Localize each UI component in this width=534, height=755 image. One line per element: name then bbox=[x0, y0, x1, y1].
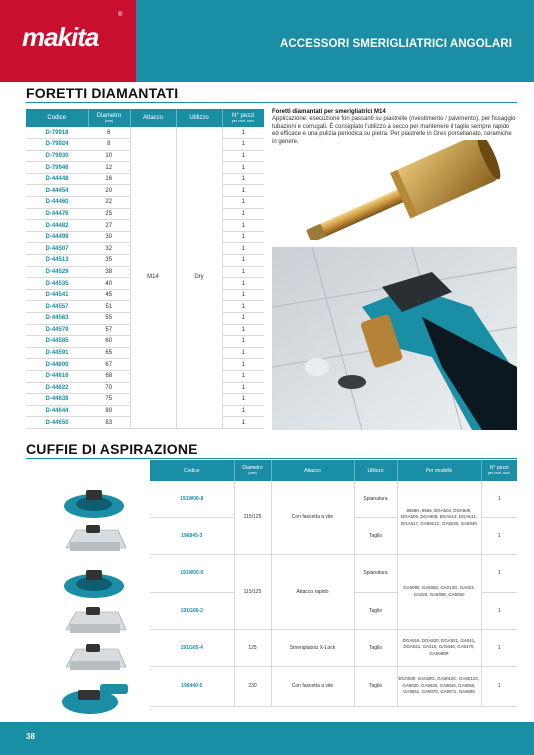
table-row bbox=[150, 554, 517, 592]
row-qty: 1 bbox=[222, 324, 264, 336]
dust-guard-image bbox=[56, 604, 132, 638]
makita-logo bbox=[0, 0, 136, 82]
attacco-cell: Smerigliatrici X-Lock bbox=[271, 629, 354, 666]
row-code: D-44585 bbox=[26, 336, 88, 348]
row-code: D-44600 bbox=[26, 359, 88, 371]
row-qty: 1 bbox=[481, 592, 517, 629]
row-code: D-44529 bbox=[26, 266, 88, 278]
row-diameter: 16 bbox=[88, 173, 130, 185]
col-diametro-label: Diametro bbox=[96, 112, 122, 119]
row-qty: 1 bbox=[222, 394, 264, 406]
section-divider-2 bbox=[26, 458, 517, 459]
row-diameter: 38 bbox=[88, 266, 130, 278]
row-diameter: 30 bbox=[88, 231, 130, 243]
row-code: D-79918 bbox=[26, 127, 88, 139]
core-bit-image bbox=[272, 140, 517, 240]
attacco-cell: Con fascetta a vite bbox=[271, 481, 354, 554]
row-qty: 1 bbox=[481, 629, 517, 666]
row-qty: 1 bbox=[481, 517, 517, 554]
page-header bbox=[0, 0, 534, 82]
col-pezzi bbox=[481, 460, 517, 481]
row-qty: 1 bbox=[222, 231, 264, 243]
row-qty: 1 bbox=[222, 208, 264, 220]
attacco-cell: Con fascetta a vite bbox=[271, 666, 354, 706]
row-qty: 1 bbox=[222, 301, 264, 313]
row-diameter: 68 bbox=[88, 370, 130, 382]
row-code: D-44460 bbox=[26, 197, 88, 209]
row-code: D-79930 bbox=[26, 150, 88, 162]
row-code: D-44498 bbox=[26, 231, 88, 243]
row-code: D-44448 bbox=[26, 173, 88, 185]
col-attacco: Attacco bbox=[271, 460, 354, 481]
row-code: D-44507 bbox=[26, 243, 88, 255]
col-utilizzo: Utilizzo bbox=[354, 460, 397, 481]
row-diameter: 10 bbox=[88, 150, 130, 162]
row-qty: 1 bbox=[222, 370, 264, 382]
table-header-row bbox=[26, 109, 264, 127]
row-qty: 1 bbox=[222, 417, 264, 429]
use-cell: Taglio bbox=[354, 517, 397, 554]
row-code: 196845-3 bbox=[150, 517, 234, 554]
row-diameter: 22 bbox=[88, 197, 130, 209]
row-code: 191G05-4 bbox=[150, 629, 234, 666]
row-diameter: 8 bbox=[88, 139, 130, 151]
row-qty: 1 bbox=[222, 336, 264, 348]
models-cell: DGA519, DGA520, DGA521, GA041, DGA521, GA416, GA0440, GA0470, GA5080R bbox=[397, 629, 481, 666]
dust-guard-image bbox=[56, 678, 132, 718]
page-footer bbox=[0, 722, 534, 755]
use-cell: Spianatura bbox=[354, 481, 397, 517]
col-diametro bbox=[234, 460, 271, 481]
row-code: D-44535 bbox=[26, 278, 88, 290]
row-code: 196440-5 bbox=[150, 666, 234, 706]
row-code: D-44616 bbox=[26, 370, 88, 382]
row-qty: 1 bbox=[222, 347, 264, 359]
row-diameter: 45 bbox=[88, 289, 130, 301]
row-diameter: 67 bbox=[88, 359, 130, 371]
table-row bbox=[150, 666, 517, 706]
use-cell: Spianatura bbox=[354, 554, 397, 592]
row-diameter: 25 bbox=[88, 208, 130, 220]
attacco-cell: M14 bbox=[130, 127, 176, 428]
diameter-cell: 115/125 bbox=[234, 554, 271, 629]
row-qty: 1 bbox=[222, 139, 264, 151]
description-title: Foretti diamantati per smerigliatrici M14 bbox=[272, 109, 386, 115]
use-cell: Taglio bbox=[354, 666, 397, 706]
col-diametro-label: Diametro bbox=[242, 465, 263, 471]
section-title-cuffie: CUFFIE DI ASPIRAZIONE bbox=[26, 441, 198, 457]
row-qty: 1 bbox=[222, 220, 264, 232]
page-number: 38 bbox=[26, 732, 35, 741]
dust-guard-image bbox=[56, 641, 132, 675]
row-code: D-44644 bbox=[26, 405, 88, 417]
row-code: D-44541 bbox=[26, 289, 88, 301]
row-qty: 1 bbox=[222, 289, 264, 301]
table-row bbox=[150, 481, 517, 517]
row-code: 191W06-8 bbox=[150, 481, 234, 517]
cuffie-table bbox=[150, 460, 517, 707]
col-pezzi-label: N° pezzi bbox=[232, 112, 255, 119]
col-codice: Codice bbox=[150, 460, 234, 481]
row-qty: 1 bbox=[222, 197, 264, 209]
row-qty: 1 bbox=[222, 278, 264, 290]
diameter-cell: 230 bbox=[234, 666, 271, 706]
col-utilizzo: Utilizzo bbox=[176, 109, 222, 127]
col-pezzi bbox=[222, 109, 264, 127]
foretti-table bbox=[26, 109, 264, 429]
row-qty: 1 bbox=[481, 481, 517, 517]
row-diameter: 40 bbox=[88, 278, 130, 290]
row-code: D-44622 bbox=[26, 382, 88, 394]
row-diameter: 55 bbox=[88, 313, 130, 325]
row-diameter: 51 bbox=[88, 301, 130, 313]
dust-guard-image bbox=[56, 486, 132, 520]
row-code: D-44563 bbox=[26, 313, 88, 325]
row-code: D-44650 bbox=[26, 417, 88, 429]
row-qty: 1 bbox=[481, 554, 517, 592]
row-diameter: 35 bbox=[88, 255, 130, 267]
row-qty: 1 bbox=[222, 266, 264, 278]
table-row bbox=[150, 629, 517, 666]
row-code: D-44638 bbox=[26, 394, 88, 406]
row-code: D-44579 bbox=[26, 324, 88, 336]
row-diameter: 60 bbox=[88, 336, 130, 348]
grinder-photo bbox=[272, 247, 517, 430]
row-diameter: 32 bbox=[88, 243, 130, 255]
header-title: ACCESSORI SMERIGLIATRICI ANGOLARI bbox=[279, 38, 512, 50]
row-code: D-44557 bbox=[26, 301, 88, 313]
row-code: 191G06-2 bbox=[150, 592, 234, 629]
row-qty: 1 bbox=[222, 313, 264, 325]
row-diameter: 12 bbox=[88, 162, 130, 174]
registered-icon: ® bbox=[118, 12, 123, 18]
row-qty: 1 bbox=[222, 359, 264, 371]
row-qty: 1 bbox=[222, 243, 264, 255]
col-pezzi-label: N° pezzi bbox=[489, 465, 509, 471]
row-code: D-44482 bbox=[26, 220, 88, 232]
models-cell: DGA900, GA038G, GA9010C, GA9012C, GA9020, GA9030, GA9040, GA9050, GA9061, GA9070, GA9071, GA9080 bbox=[397, 666, 481, 706]
row-qty: 1 bbox=[222, 255, 264, 267]
row-diameter: 57 bbox=[88, 324, 130, 336]
logo-text: makita bbox=[22, 22, 99, 52]
col-codice: Codice bbox=[26, 109, 88, 127]
section-divider bbox=[26, 102, 517, 103]
row-diameter: 6 bbox=[88, 127, 130, 139]
row-code: D-44513 bbox=[26, 255, 88, 267]
attacco-cell: Attacco rapido bbox=[271, 554, 354, 629]
use-cell: Taglio bbox=[354, 629, 397, 666]
row-qty: 1 bbox=[222, 173, 264, 185]
dust-guard-image bbox=[56, 566, 132, 600]
row-diameter: 27 bbox=[88, 220, 130, 232]
row-code: D-44476 bbox=[26, 208, 88, 220]
row-qty: 1 bbox=[222, 127, 264, 139]
row-qty: 1 bbox=[222, 185, 264, 197]
row-code: D-79946 bbox=[26, 162, 88, 174]
utilizzo-cell: Dry bbox=[176, 127, 222, 428]
dust-guard-image bbox=[56, 522, 132, 556]
row-qty: 1 bbox=[222, 162, 264, 174]
row-diameter: 75 bbox=[88, 394, 130, 406]
row-qty: 1 bbox=[222, 382, 264, 394]
col-pezzi-sub: per conf. com. bbox=[487, 471, 511, 475]
models-cell: 9558H, 9565, DGA504, DGA505, DGA506, DGA508, DGA513, DGA514, DGA517, GA9021C, GA5030, GA5040 bbox=[397, 481, 481, 554]
row-diameter: 70 bbox=[88, 382, 130, 394]
models-cell: GA5090, GA5050, GA013G, GA023, GA029, GA5050, GA5050 bbox=[397, 554, 481, 629]
row-code: D-44591 bbox=[26, 347, 88, 359]
row-qty: 1 bbox=[222, 405, 264, 417]
footer-bar bbox=[0, 722, 534, 755]
section-title-foretti: FORETTI DIAMANTATI bbox=[26, 85, 179, 101]
row-qty: 1 bbox=[481, 666, 517, 706]
col-diametro bbox=[88, 109, 130, 127]
row-diameter: 20 bbox=[88, 185, 130, 197]
row-code: 191W05-0 bbox=[150, 554, 234, 592]
row-diameter: 80 bbox=[88, 405, 130, 417]
row-diameter: 65 bbox=[88, 347, 130, 359]
diameter-cell: 115/125 bbox=[234, 481, 271, 554]
row-qty: 1 bbox=[222, 150, 264, 162]
col-diametro-unit: (mm) bbox=[104, 118, 114, 123]
table-header-row bbox=[150, 460, 517, 481]
diameter-cell: 125 bbox=[234, 629, 271, 666]
row-diameter: 83 bbox=[88, 417, 130, 429]
col-pezzi-sub: per conf. com. bbox=[231, 118, 255, 123]
table-row bbox=[26, 127, 264, 139]
use-cell: Taglio bbox=[354, 592, 397, 629]
col-diametro-unit: (mm) bbox=[248, 471, 257, 475]
col-attacco: Attacco bbox=[130, 109, 176, 127]
row-code: D-79924 bbox=[26, 139, 88, 151]
description-text: Applicazione: esecuzione fori passanti su piastrelle (rivestimento / pavimento), per fissaggio tubazioni e corrugati. È consigliato l'utilizzo a secco per mantenere il taglio sempre rapido ed efficace e una pulizia periodica su pietra. Per piastrelle in Gres porcellanato, ceramiche in genere. bbox=[272, 116, 516, 145]
row-code: D-44454 bbox=[26, 185, 88, 197]
col-modello: Per modello bbox=[397, 460, 481, 481]
